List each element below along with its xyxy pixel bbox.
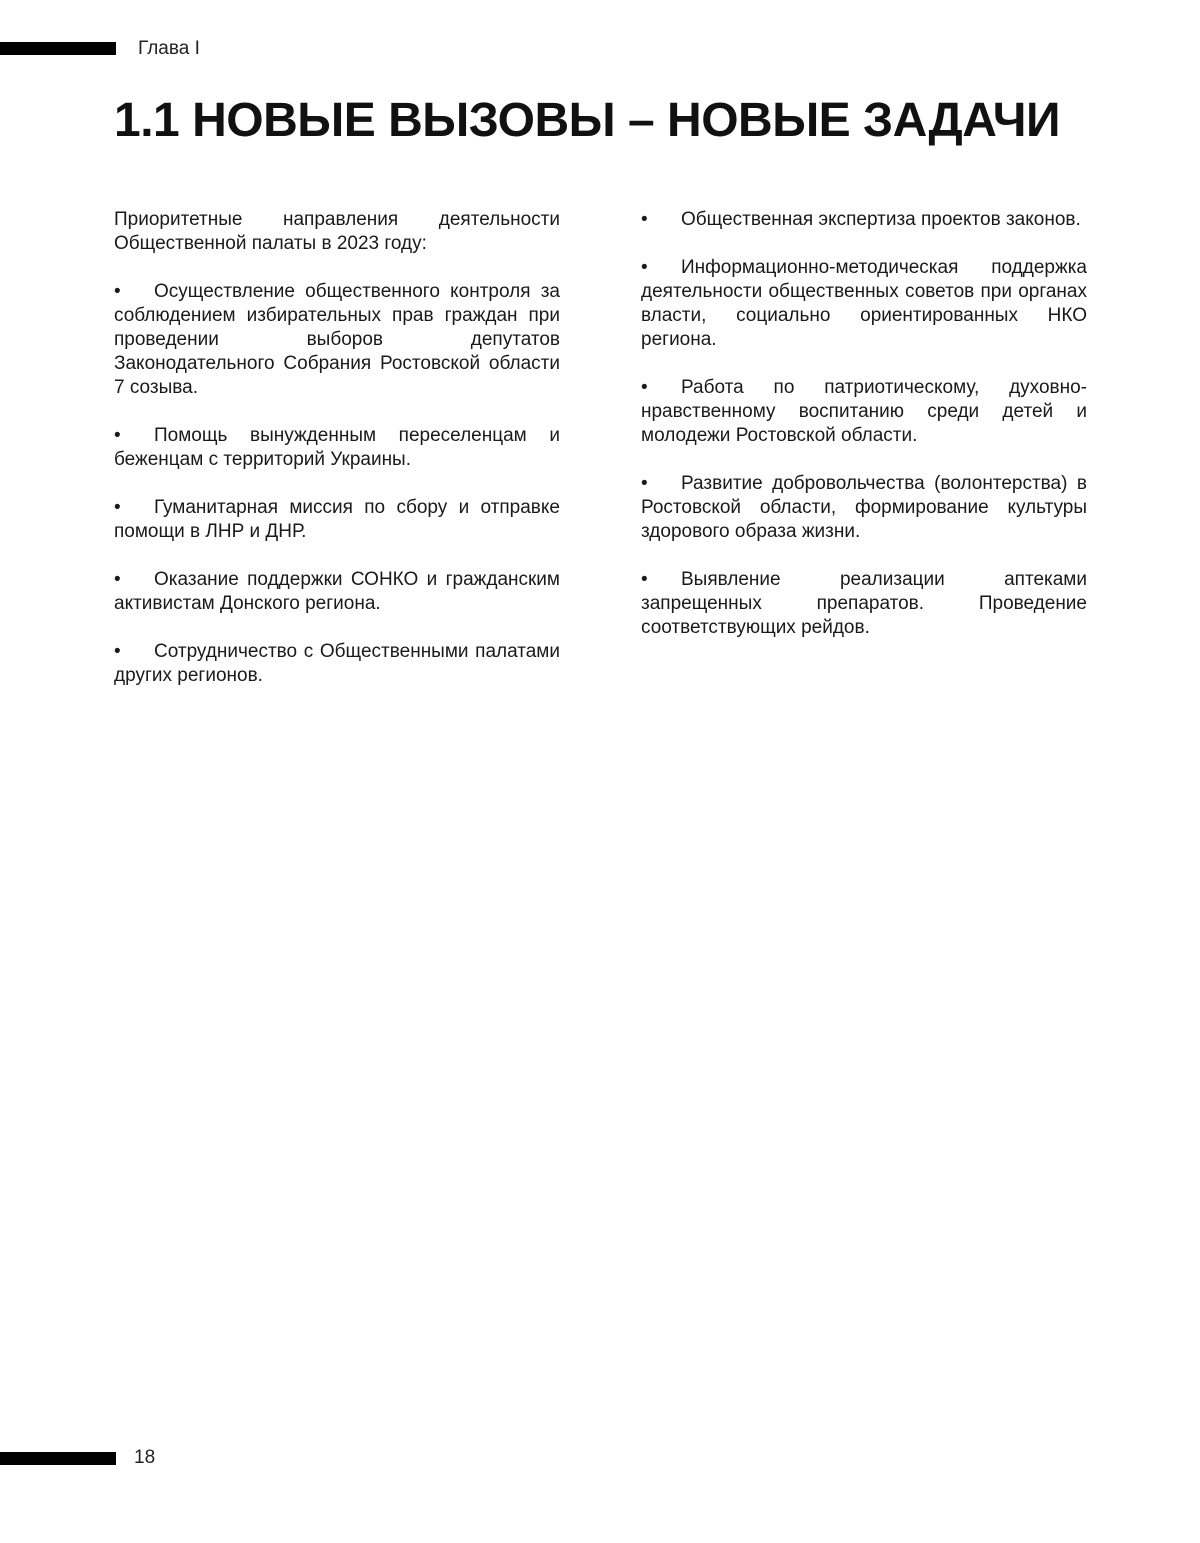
list-item bbox=[114, 640, 560, 688]
list-item bbox=[641, 208, 1087, 232]
intro-paragraph: Приоритетные направления деятельности Общественной палаты в 2023 году: bbox=[114, 209, 560, 254]
bullet-icon: • bbox=[114, 641, 121, 662]
list-item-text: Гуманитарная миссия по сбору и отправке помощи в ЛНР и ДНР. bbox=[114, 497, 560, 542]
list-item bbox=[114, 568, 560, 616]
list-item bbox=[114, 496, 560, 544]
header-decor-bar bbox=[0, 42, 116, 55]
list-item-text: Развитие добровольчества (волонтерства) в Ростовской области, формирование культуры здорового образа жизни. bbox=[641, 473, 1087, 542]
page-number: 18 bbox=[134, 1447, 156, 1468]
bullet-icon: • bbox=[641, 473, 648, 494]
footer-decor-bar bbox=[0, 1452, 116, 1465]
list-item-text: Осуществление общественного контроля за соблюдением избирательных прав граждан при проведении выборов депутатов Законодательного Собрания Ростовской области 7 созыва. bbox=[114, 281, 560, 398]
list-item bbox=[641, 472, 1087, 544]
bullet-icon: • bbox=[114, 281, 121, 302]
list-item bbox=[114, 424, 560, 472]
list-item bbox=[641, 256, 1087, 352]
page-title: 1.1 НОВЫЕ ВЫЗОВЫ – НОВЫЕ ЗАДАЧИ bbox=[114, 94, 1060, 147]
list-item bbox=[641, 376, 1087, 448]
list-item-text: Выявление реализации аптеками запрещенных препаратов. Проведение соответствующих рейдов. bbox=[641, 569, 1087, 638]
list-item bbox=[114, 280, 560, 400]
bullet-icon: • bbox=[641, 257, 648, 278]
bullet-icon: • bbox=[114, 425, 121, 446]
list-item-text: Сотрудничество с Общественными палатами других регионов. bbox=[114, 641, 560, 686]
list-item-text: Общественная экспертиза проектов законов. bbox=[681, 209, 1081, 230]
right-column bbox=[641, 208, 1087, 664]
list-item-text: Помощь вынужденным переселенцам и беженцам с территорий Украины. bbox=[114, 425, 560, 470]
bullet-icon: • bbox=[641, 569, 648, 590]
list-item-text: Информационно-методическая поддержка деятельности общественных советов при органах власти, социально ориентированных НКО региона. bbox=[641, 257, 1087, 350]
list-item-text: Работа по патриотическому, духовно-нравственному воспитанию среди детей и молодежи Ростовской области. bbox=[641, 377, 1087, 446]
chapter-label: Глава I bbox=[138, 38, 200, 59]
list-item-text: Оказание поддержки СОНКО и гражданским активистам Донского региона. bbox=[114, 569, 560, 614]
bullet-icon: • bbox=[114, 569, 121, 590]
left-column bbox=[114, 208, 560, 712]
bullet-icon: • bbox=[641, 209, 648, 230]
list-item bbox=[641, 568, 1087, 640]
bullet-icon: • bbox=[114, 497, 121, 518]
bullet-icon: • bbox=[641, 377, 648, 398]
